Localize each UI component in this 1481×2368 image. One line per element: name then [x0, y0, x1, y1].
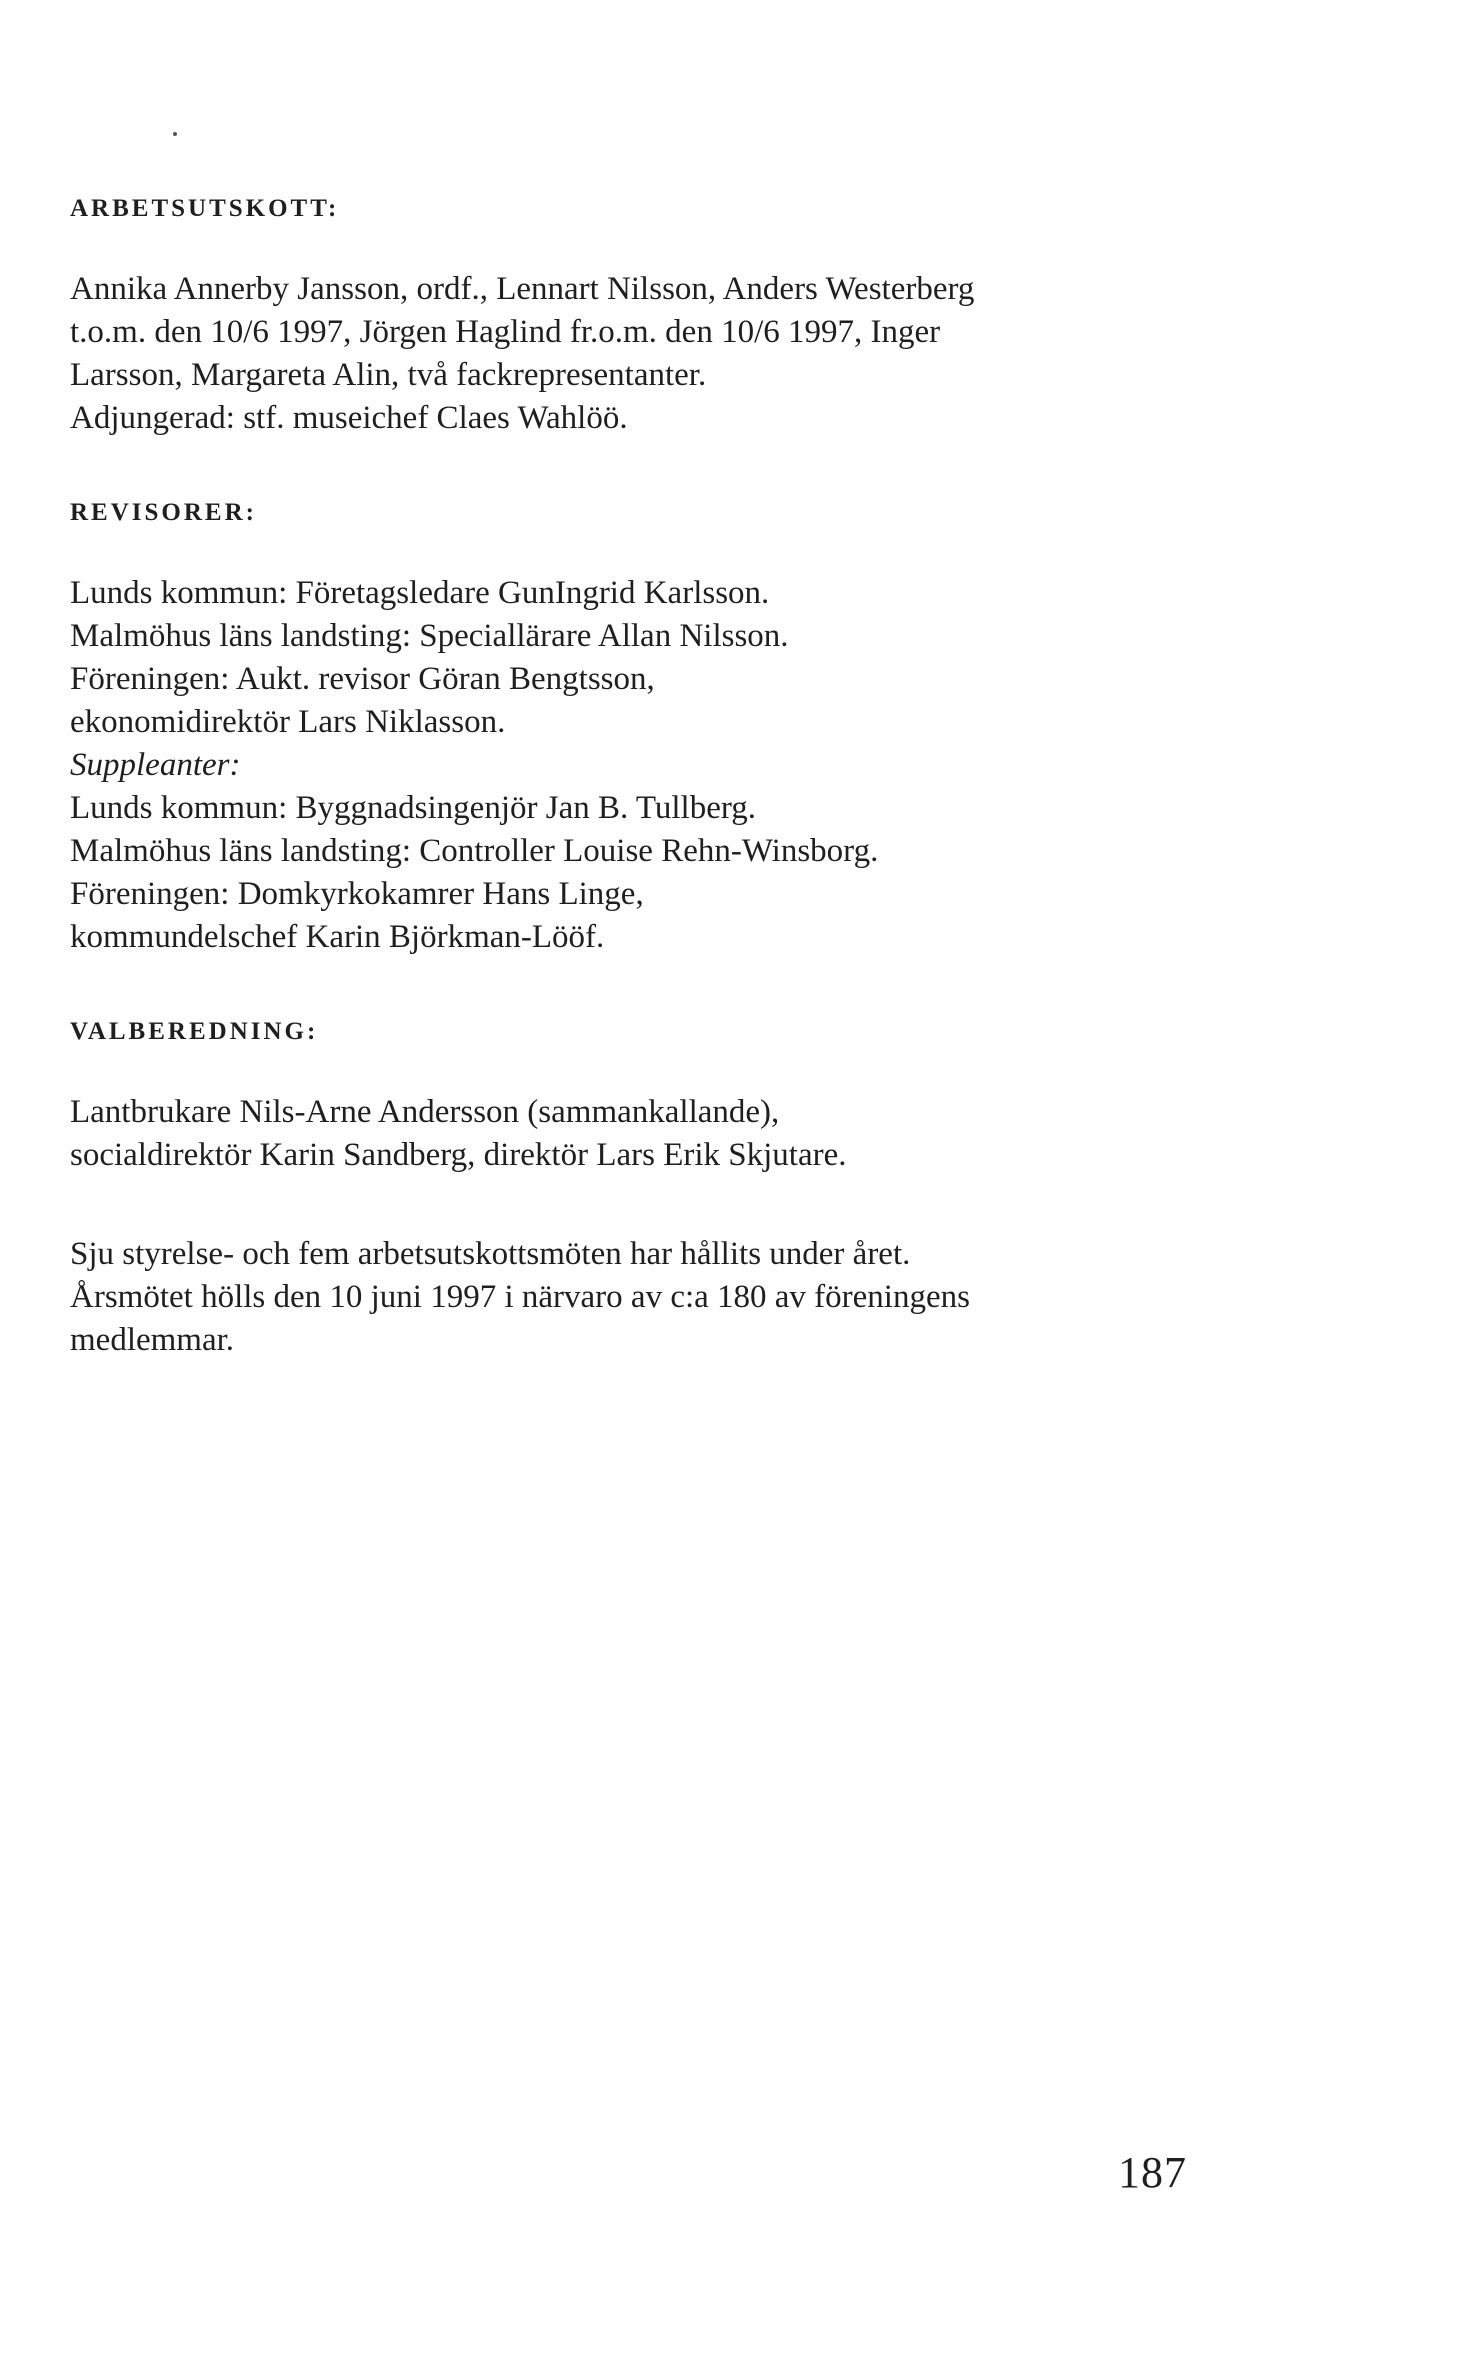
text-line: Föreningen: Domkyrkokamrer Hans Linge, — [70, 876, 644, 912]
text-line: Föreningen: Aukt. revisor Göran Bengtsson, — [70, 661, 655, 697]
page-content — [70, 192, 1190, 1362]
text-line: t.o.m. den 10/6 1997, Jörgen Haglind fr.o.m. den 10/6 1997, Inger — [70, 314, 941, 350]
text-line: Malmöhus läns landsting: Speciallärare Allan Nilsson. — [70, 618, 789, 654]
text-line: socialdirektör Karin Sandberg, direktör Lars Erik Skjutare. — [70, 1137, 847, 1173]
section-body — [70, 1091, 1190, 1177]
section-valberedning — [70, 1015, 1190, 1177]
text-line: Årsmötet hölls den 10 juni 1997 i närvaro av c:a 180 av föreningens — [70, 1279, 970, 1315]
section-body — [70, 268, 1190, 440]
section-body — [70, 572, 1190, 959]
section-heading: REVISORER: — [70, 499, 257, 526]
closing-paragraph — [70, 1233, 1190, 1362]
text-line: Larsson, Margareta Alin, två fackrepresentanter. — [70, 357, 707, 393]
section-arbetsutskott — [70, 192, 1190, 440]
text-line: Adjungerad: stf. museichef Claes Wahlöö. — [70, 400, 628, 436]
section-heading: ARBETSUTSKOTT: — [70, 195, 340, 222]
text-line: Lantbrukare Nils-Arne Andersson (sammankallande), — [70, 1094, 780, 1130]
text-line: Sju styrelse- och fem arbetsutskottsmöten har hållits under året. — [70, 1236, 911, 1272]
page-number: 187 — [1118, 2148, 1187, 2197]
text-line: ekonomidirektör Lars Niklasson. — [70, 704, 506, 740]
text-line: Malmöhus läns landsting: Controller Louise Rehn-Winsborg. — [70, 833, 879, 869]
text-line: medlemmar. — [70, 1322, 235, 1358]
section-heading: VALBEREDNING: — [70, 1018, 319, 1045]
section-revisorer — [70, 496, 1190, 959]
text-line: Lunds kommun: Byggnadsingenjör Jan B. Tullberg. — [70, 790, 757, 826]
text-line: kommundelschef Karin Björkman-Lööf. — [70, 919, 605, 955]
stray-mark — [173, 132, 177, 136]
text-line: Annika Annerby Jansson, ordf., Lennart Nilsson, Anders Westerberg — [70, 271, 975, 307]
suppleanter-subheading: Suppleanter: — [70, 747, 241, 783]
text-line: Lunds kommun: Företagsledare GunIngrid Karlsson. — [70, 575, 770, 611]
